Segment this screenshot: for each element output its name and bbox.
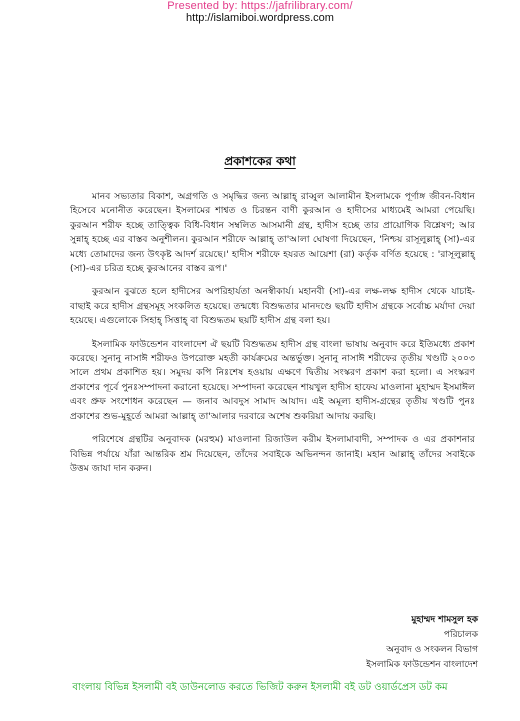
preface-body bbox=[70, 190, 475, 485]
signature-title: পরিচালক bbox=[443, 630, 478, 640]
signature-organization: ইসলামিক ফাউন্ডেশন বাংলাদেশ bbox=[366, 660, 478, 670]
paragraph-1: মানব সভ্যতার বিকাশ, অগ্রগতি ও সমৃদ্ধির জন্য আল্লাহ্ রাব্বুল আলামীন ইসলামকে পূর্ণাঙ্গ জীবন-বিধান হিসেবে মনোনীত করেছেন। ইসলামের শাশ্বত ও চিরন্তন বাণী কুরআন ও হাদীসের মাধ্যমেই আমরা পেয়েছি। কুরআন শরীফ হচ্ছে তাত্ত্বিক বিধি-বিধান সম্বলিত আসমানী গ্রন্থ, হাদীস হচ্ছে তার প্রায়োগিক বিশ্লেষণ; আর সুন্নাহ্ হচ্ছে এর বাস্তব অনুশীলন। কুরআন শরীফে আল্লাহ্ তা'আলা ঘোষণা দিয়েছেন, 'নিশ্চয় রাসূলুল্লাহ্ (সা)-এর মধ্যে তোমাদের জন্য উৎকৃষ্ট আদর্শ রয়েছে।' হাদীস শরীফে হযরত আয়েশা (রা) কর্তৃক বর্ণিত হয়েছে : 'রাসূলুল্লাহ্ (সা)-এর চরিত্র হচ্ছে কুরআনের বাস্তব রূপ।' bbox=[70, 191, 475, 275]
signature-block bbox=[366, 613, 478, 673]
paragraph-4: পরিশেষে গ্রন্থটির অনুবাদক (মরহুম) মাওলানা রিজাউল করীম ইসলামাবাদী, সম্পাদক ও এর প্রকাশনার বিভিন্ন পর্যায়ে যাঁরা আন্তরিক শ্রম দিয়েছেন, তাঁদের সবাইকে অভিনন্দন জানাই। মহান আল্লাহ্ তাঁদের সবাইকে উত্তম জাযা দান করুন। bbox=[70, 434, 475, 474]
footer-promo-text: বাংলায় বিভিন্ন ইসলামী বই ডাউনলোড করতে ভিজিট করুন ইসলামী বই ডট ওয়ার্ডপ্রেস ডট কম bbox=[72, 682, 448, 693]
paragraph-3: ইসলামিক ফাউন্ডেশন বাংলাদেশ ঐ ছয়টি বিশুদ্ধতম হাদীস গ্রন্থ বাংলা ভাষায় অনুবাদ করে ইতিমধ্যে প্রকাশ করেছে। সুনানু নাসাঈ শরীফও উপরোক্ত মহতী কার্যক্রমের অন্তর্ভুক্ত। সুনানু নাসাঈ শরীফের তৃতীয় খণ্ডটি ২০০৩ সালে প্রথম প্রকাশিত হয়। সমুদয় কপি নিঃশেষ হওয়ায় এক্ষণে দ্বিতীয় সংস্করণ প্রকাশ করা হলো। এ সংস্করণ প্রকাশের পূর্বে পুনঃসম্পাদনা করানো হয়েছে। সম্পাদনা করেছেন শায়খুল হাদীস হাফেয মাওলানা মুহাম্মদ ইসমাঈল এবং প্রুফ সংশোধন করেছেন — জনাব আবদুস সামাদ আযাদ। এই অমূল্য হাদীস-গ্রন্থের তৃতীয় খণ্ডটি পুনঃ প্রকাশের শুভ-মুহূর্তে আমরা আল্লাহ্ তা'আলার দরবারে অশেষ শুকরিয়া আদায় করছি। bbox=[70, 338, 475, 422]
page-title: প্রকাশকের কথা bbox=[224, 154, 296, 168]
presented-by-banner[interactable]: Presented by: https://jafrilibrary.com/ bbox=[167, 0, 353, 12]
site-url[interactable]: http://islamiboi.wordpress.com bbox=[186, 12, 334, 24]
paragraph-2: কুরআন বুঝতে হলে হাদীসের অপরিহার্যতা অনস্বীকার্য। মহানবী (সা)-এর লক্ষ-লক্ষ হাদীস থেকে যাচাই-বাছাই করে হাদীস গ্রন্থসমূহ সংকলিত হয়েছে। তন্মধ্যে বিশুদ্ধতার মানদণ্ডে ছয়টি হাদীস গ্রন্থকে সর্বোচ্চ মর্যাদা দেয়া হয়েছে। এগুলোকে সিহাহ্ সিত্তাহ্ বা বিশুদ্ধতম ছয়টি হাদীস গ্রন্থ বলা হয়। bbox=[70, 286, 475, 327]
signature-department: অনুবাদ ও সংকলন বিভাগ bbox=[386, 645, 478, 655]
signature-name: মুহাম্মদ শামসুল হক bbox=[411, 615, 478, 625]
